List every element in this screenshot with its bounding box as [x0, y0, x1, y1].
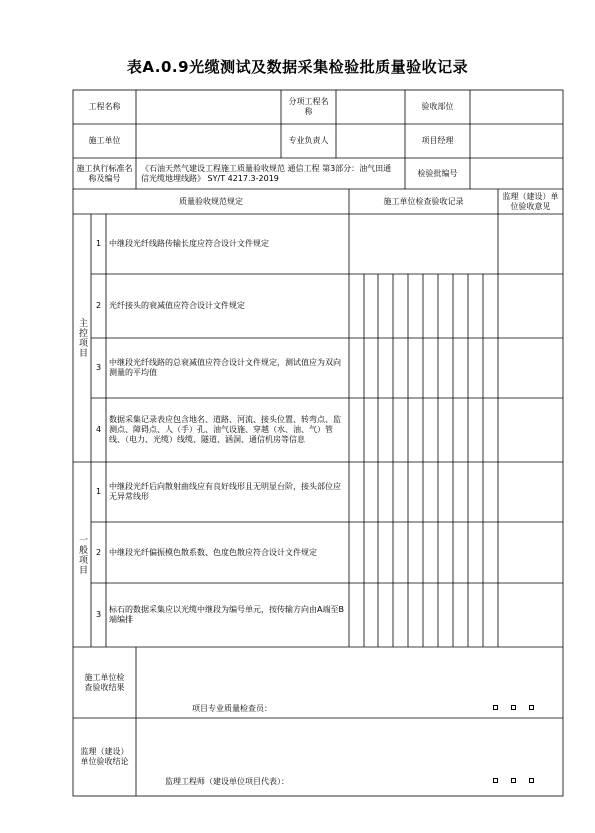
main-item-no: 4: [95, 425, 102, 434]
construction-unit-label: 施工单位: [88, 136, 121, 145]
project-manager-label: 项目经理: [421, 136, 454, 145]
general-items-label: 一般项目: [77, 534, 87, 575]
date-box[interactable]: [493, 778, 498, 783]
page-title: 表A.0.9光缆测试及数据采集检验批质量验收记录: [126, 58, 469, 76]
spec-column-header: 质量验收规范规定: [179, 196, 243, 206]
date-box[interactable]: [511, 705, 516, 710]
supervisor-column-header: 监理（建设）单位验收意见: [502, 191, 559, 211]
general-item-no: 2: [95, 547, 102, 557]
general-item-no: 1: [95, 487, 102, 496]
main-control-label: 主控项目: [77, 318, 87, 358]
standard-label: 施工执行标准名称及编号: [76, 163, 133, 183]
main-item-text: 光纤接头的衰减值应符合设计文件规定: [109, 301, 245, 310]
batch-no-label: 检验批编号: [417, 168, 458, 178]
main-item-text: 中继段光纤线路的总衰减值应符合设计文件规定，测试值应为双向测量的平均值: [109, 358, 341, 377]
date-box[interactable]: [529, 705, 534, 710]
project-name-label: 工程名称: [88, 102, 121, 111]
construction-signer: 项目专业质量检查员：: [192, 704, 272, 713]
supervisor-signer: 监理工程师（建设单位项目代表）：: [165, 777, 289, 786]
supervisor-conclusion-label: 监理（建设）单位验收结论: [80, 747, 129, 766]
date-box[interactable]: [511, 778, 516, 783]
project-name-value[interactable]: [136, 90, 281, 124]
main-item-no: 3: [95, 363, 102, 372]
main-item-no: 1: [95, 239, 102, 248]
specialty-lead-label: 专业负责人: [288, 136, 329, 145]
acceptance-dept-label: 验收部位: [421, 102, 454, 111]
general-item-no: 3: [95, 610, 102, 619]
check-record-column-header: 施工单位检查验收记录: [383, 196, 464, 206]
main-item-no: 2: [95, 301, 102, 310]
construction-conclusion-label: 施工单位检查验收结果: [84, 672, 125, 692]
main-item-text: 数据采集记录表应包含地名、道路、河流、接头位置、转弯点、监测点、障碍点、人（手）孔、油气设施、穿越（水、油、气）管线、（电力、光缆）线缆、隧道、涵洞、通信机房等信息: [109, 415, 341, 444]
general-item-text: 中继段光纤后向散射曲线应有良好线形且无明显台阶，接头部位应无异常线形: [109, 482, 341, 501]
main-item-text: 中继段光纤线路传输长度应符合设计文件规定: [109, 239, 269, 248]
subproject-label: 分项工程名称: [288, 97, 329, 116]
general-item-text: 中继段光纤偏振模色散系数、色度色散应符合设计文件规定: [109, 547, 317, 557]
standard-value: 《石油天然气建设工程施工质量验收规范 通信工程 第3部分：油气田通信光缆地埋线路》 SY/T 4217.3-2019: [141, 163, 392, 183]
date-box[interactable]: [529, 778, 534, 783]
general-item-text: 标石的数据采集应以光缆中继段为编号单元，按传输方向由A端至B端编排: [109, 605, 344, 624]
date-box[interactable]: [493, 705, 498, 710]
